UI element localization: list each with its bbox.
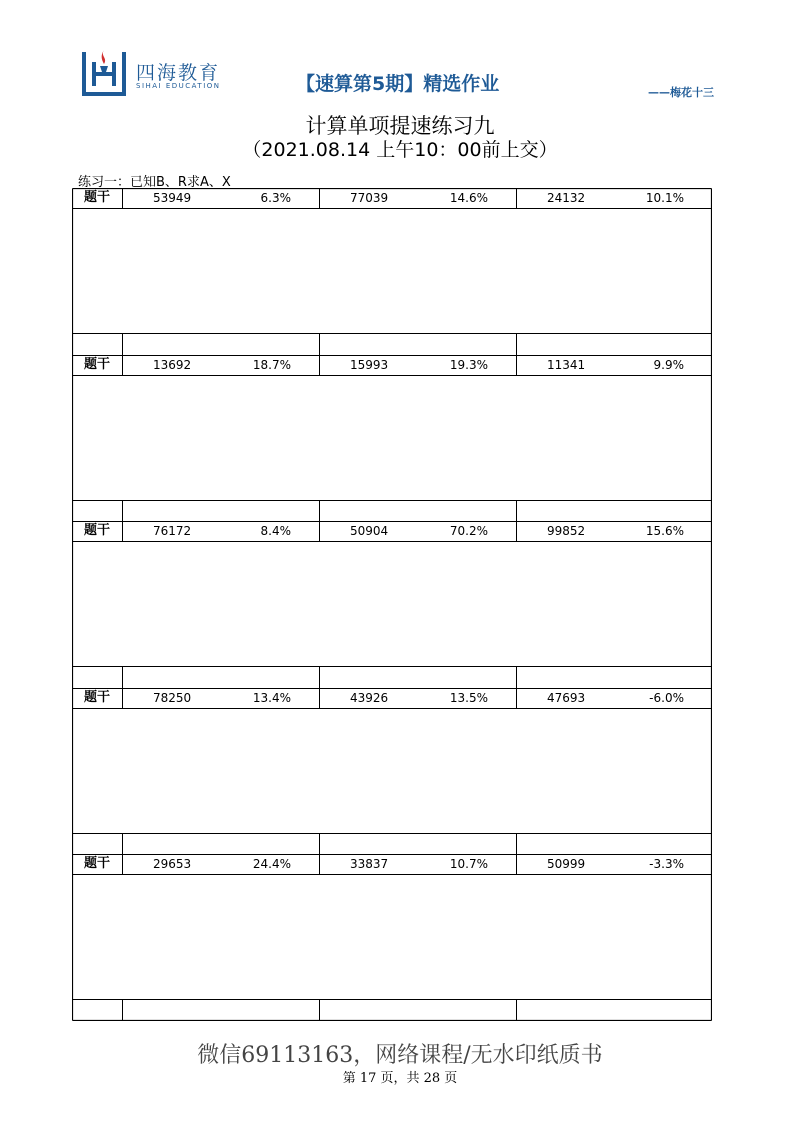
given-b-value: 24132 xyxy=(547,191,586,205)
given-r-value: 13.5% xyxy=(449,691,488,705)
given-b-value: 29653 xyxy=(153,857,192,871)
given-r-value: 8.4% xyxy=(260,524,291,538)
given-b-value: 50904 xyxy=(350,524,389,538)
given-b-value: 43926 xyxy=(350,691,389,705)
row-label: 题干 xyxy=(83,856,110,871)
author-signature: ——梅花十三 xyxy=(648,86,714,99)
exercise-label: 练习一：已知B、R求A、X xyxy=(78,175,231,190)
row-label: 题干 xyxy=(83,357,110,372)
page-number: 第 17 页，共 28 页 xyxy=(342,1071,458,1086)
given-b-value: 50999 xyxy=(547,857,586,871)
answer-area[interactable] xyxy=(73,709,711,833)
answer-area[interactable] xyxy=(73,209,711,333)
given-r-value: 24.4% xyxy=(252,857,291,871)
given-r-value: -6.0% xyxy=(649,691,684,705)
given-b-value: 77039 xyxy=(350,191,389,205)
document-deadline: （2021.08.14 上午10：00前上交） xyxy=(242,139,558,161)
footer-contact: 微信69113163，网络课程/无水印纸质书 xyxy=(197,1043,603,1068)
given-b-value: 13692 xyxy=(153,358,192,372)
answer-area[interactable] xyxy=(73,376,711,500)
given-b-value: 11341 xyxy=(547,358,586,372)
row-label: 题干 xyxy=(83,523,110,538)
answer-area[interactable] xyxy=(73,542,711,666)
exercise-table xyxy=(72,188,712,1021)
given-b-value: 76172 xyxy=(153,524,192,538)
row-label: 题干 xyxy=(83,690,110,705)
given-r-value: 19.3% xyxy=(449,358,488,372)
given-b-value: 53949 xyxy=(153,191,192,205)
given-r-value: 6.3% xyxy=(260,191,291,205)
given-r-value: -3.3% xyxy=(649,857,684,871)
given-b-value: 15993 xyxy=(350,358,389,372)
given-b-value: 99852 xyxy=(547,524,586,538)
given-r-value: 13.4% xyxy=(252,691,291,705)
given-r-value: 14.6% xyxy=(449,191,488,205)
given-b-value: 78250 xyxy=(153,691,192,705)
brand-name: 四海教育 xyxy=(136,62,221,84)
series-title: 【速算第5期】精选作业 xyxy=(296,73,500,95)
given-r-value: 10.1% xyxy=(645,191,684,205)
brand-name-en: SIHAI EDUCATION xyxy=(136,82,221,90)
sihai-logo-icon xyxy=(80,48,128,98)
given-r-value: 18.7% xyxy=(252,358,291,372)
answer-area[interactable] xyxy=(73,875,711,999)
given-r-value: 9.9% xyxy=(653,358,684,372)
given-r-value: 10.7% xyxy=(449,857,488,871)
given-r-value: 70.2% xyxy=(449,524,488,538)
given-b-value: 33837 xyxy=(350,857,389,871)
document-title: 计算单项提速练习九 xyxy=(305,114,495,138)
given-b-value: 47693 xyxy=(547,691,586,705)
given-r-value: 15.6% xyxy=(645,524,684,538)
row-label: 题干 xyxy=(83,190,110,205)
